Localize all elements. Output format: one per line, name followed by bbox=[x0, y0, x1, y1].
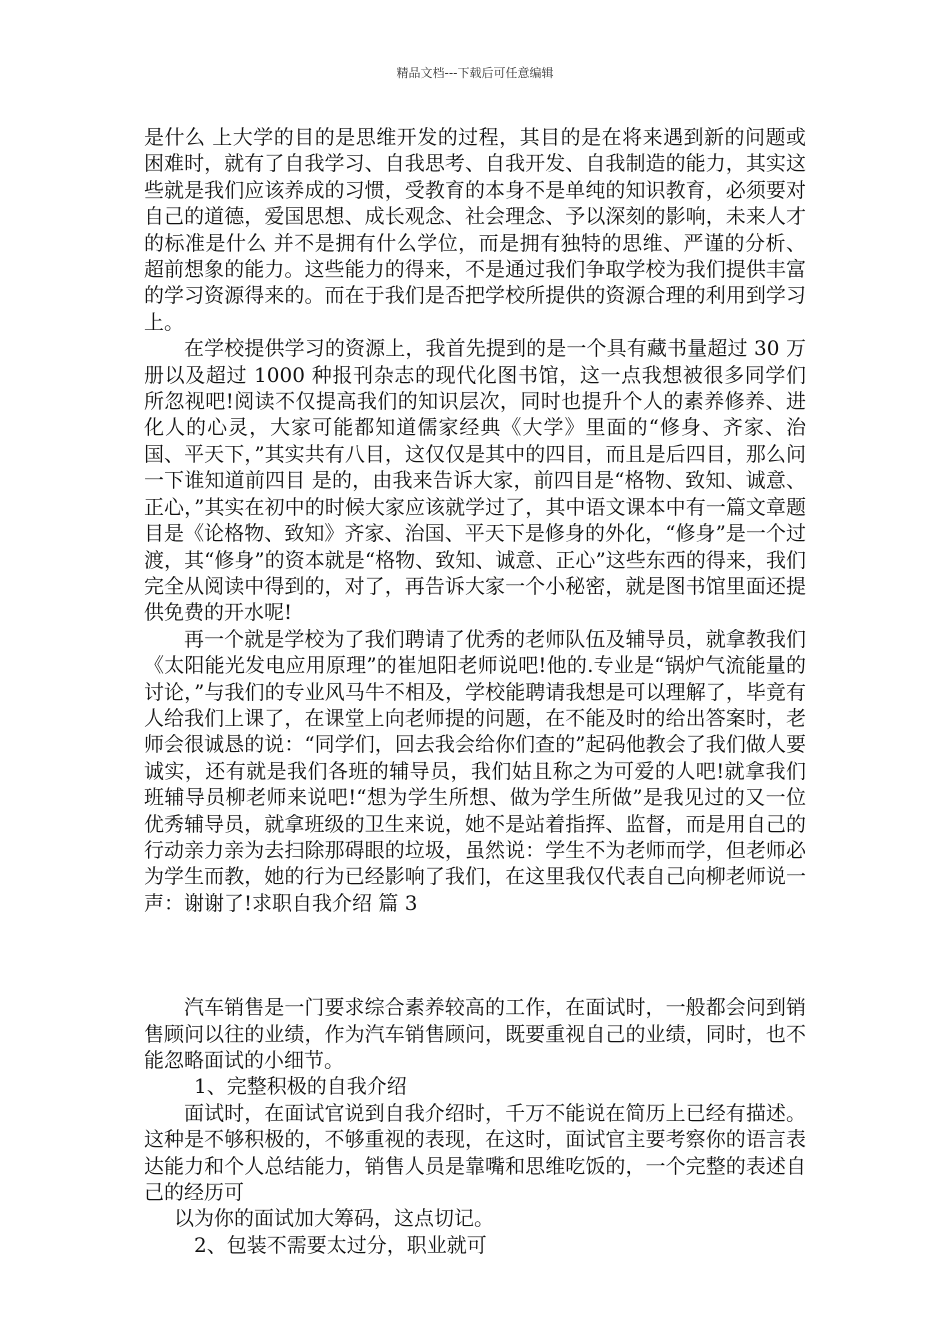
paragraph-4: 汽车销售是一门要求综合素养较高的工作，在面试时，一般都会问到销售顾问以往的业绩，作为汽车销售顾问，既要重视自己的业绩，同时，也不能忽略面试的小细节。 bbox=[144, 995, 806, 1072]
document-body bbox=[144, 124, 806, 1258]
paragraph-3: 再一个就是学校为了我们聘请了优秀的老师队伍及辅导员，就拿教我们《太阳能光发电应用原理”的崔旭阳老师说吧!他的.专业是“锅炉气流能量的讨论，”与我们的专业风马牛不相及，学校能聘请我想是可以理解了，毕竟有人给我们上课了，在课堂上向老师提的问题，在不能及时的给出答案时，老师会很诚恳的说：“同学们，回去我会给你们查的”起码他教会了我们做人要诚实，还有就是我们各班的辅导员，我们姑且称之为可爱的人吧!就拿我们班辅导员柳老师来说吧!“想为学生所想、做为学生所做”是我见过的又一位优秀辅导员，就拿班级的卫生来说，她不是站着指挥、监督，而是用自己的行动亲力亲为去扫除那碍眼的垃圾，虽然说：学生不为老师而学，但老师必为学生而教，她的行为已经影响了我们，在这里我仅代表自己向柳老师说一声：谢谢了!求职自我介绍 篇 3 bbox=[144, 626, 806, 915]
paragraph-1: 是什么 上大学的目的是思维开发的过程，其目的是在将来遇到新的问题或困难时，就有了自我学习、自我思考、自我开发、自我制造的能力，其实这些就是我们应该养成的习惯，受教育的本身不是单纯的知识教育，必须要对自己的道德，爱国思想、成长观念、社会理念、予以深刻的影响，未来人才的标准是什么 并不是拥有什么学位，而是拥有独特的思维、严谨的分析、超前想象的能力。这些能力的得来，不是通过我们争取学校为我们提供丰富的学习资源得来的。而在于我们是否把学校所提供的资源合理的利用到学习上。 bbox=[144, 125, 806, 334]
paragraph-5: 面试时，在面试官说到自我介绍时，千万不能说在简历上已经有描述。这种是不够积极的，不够重视的表现，在这时，面试官主要考察你的语言表达能力和个人总结能力，销售人员是靠嘴和思维吃饭的，一个完整的表述自己的经历可 bbox=[144, 1100, 806, 1205]
section-spacer bbox=[144, 916, 806, 994]
list-item-1: 1、完整积极的自我介绍 bbox=[194, 1074, 407, 1099]
page-header: 精品文档---下载后可任意编辑 bbox=[396, 66, 554, 80]
paragraph-6: 以为你的面试加大筹码，这点切记。 bbox=[174, 1206, 494, 1231]
paragraph-2: 在学校提供学习的资源上，我首先提到的是一个具有藏书量超过 30 万册以及超过 1000 种报刊杂志的现代化图书馆，这一点我想被很多同学们所忽视吧!阅读不仅提高我们的知识层次，同时也提升个人的素养修养、进化人的心灵，大家可能都知道儒家经典《大学》里面的“修身、齐家、治国、平天下，”其实共有八目，这仅仅是其中的四目，而且是后四目，那么问一下谁知道前四目 是的，由我来告诉大家，前四目是“格物、致知、诚意、正心，”其实在初中的时候大家应该就学过了，其中语文课本中有一篇文章题目是《论格物、致知》齐家、治国、平天下是修身的外化，“修身”是一个过渡，其“修身”的资本就是“格物、致知、诚意、正心”这些东西的得来，我们完全从阅读中得到的，对了，再告诉大家一个小秘密，就是图书馆里面还提供免费的开水呢! bbox=[144, 336, 806, 625]
list-item-2: 2、包装不需要太过分，职业就可 bbox=[194, 1232, 487, 1257]
